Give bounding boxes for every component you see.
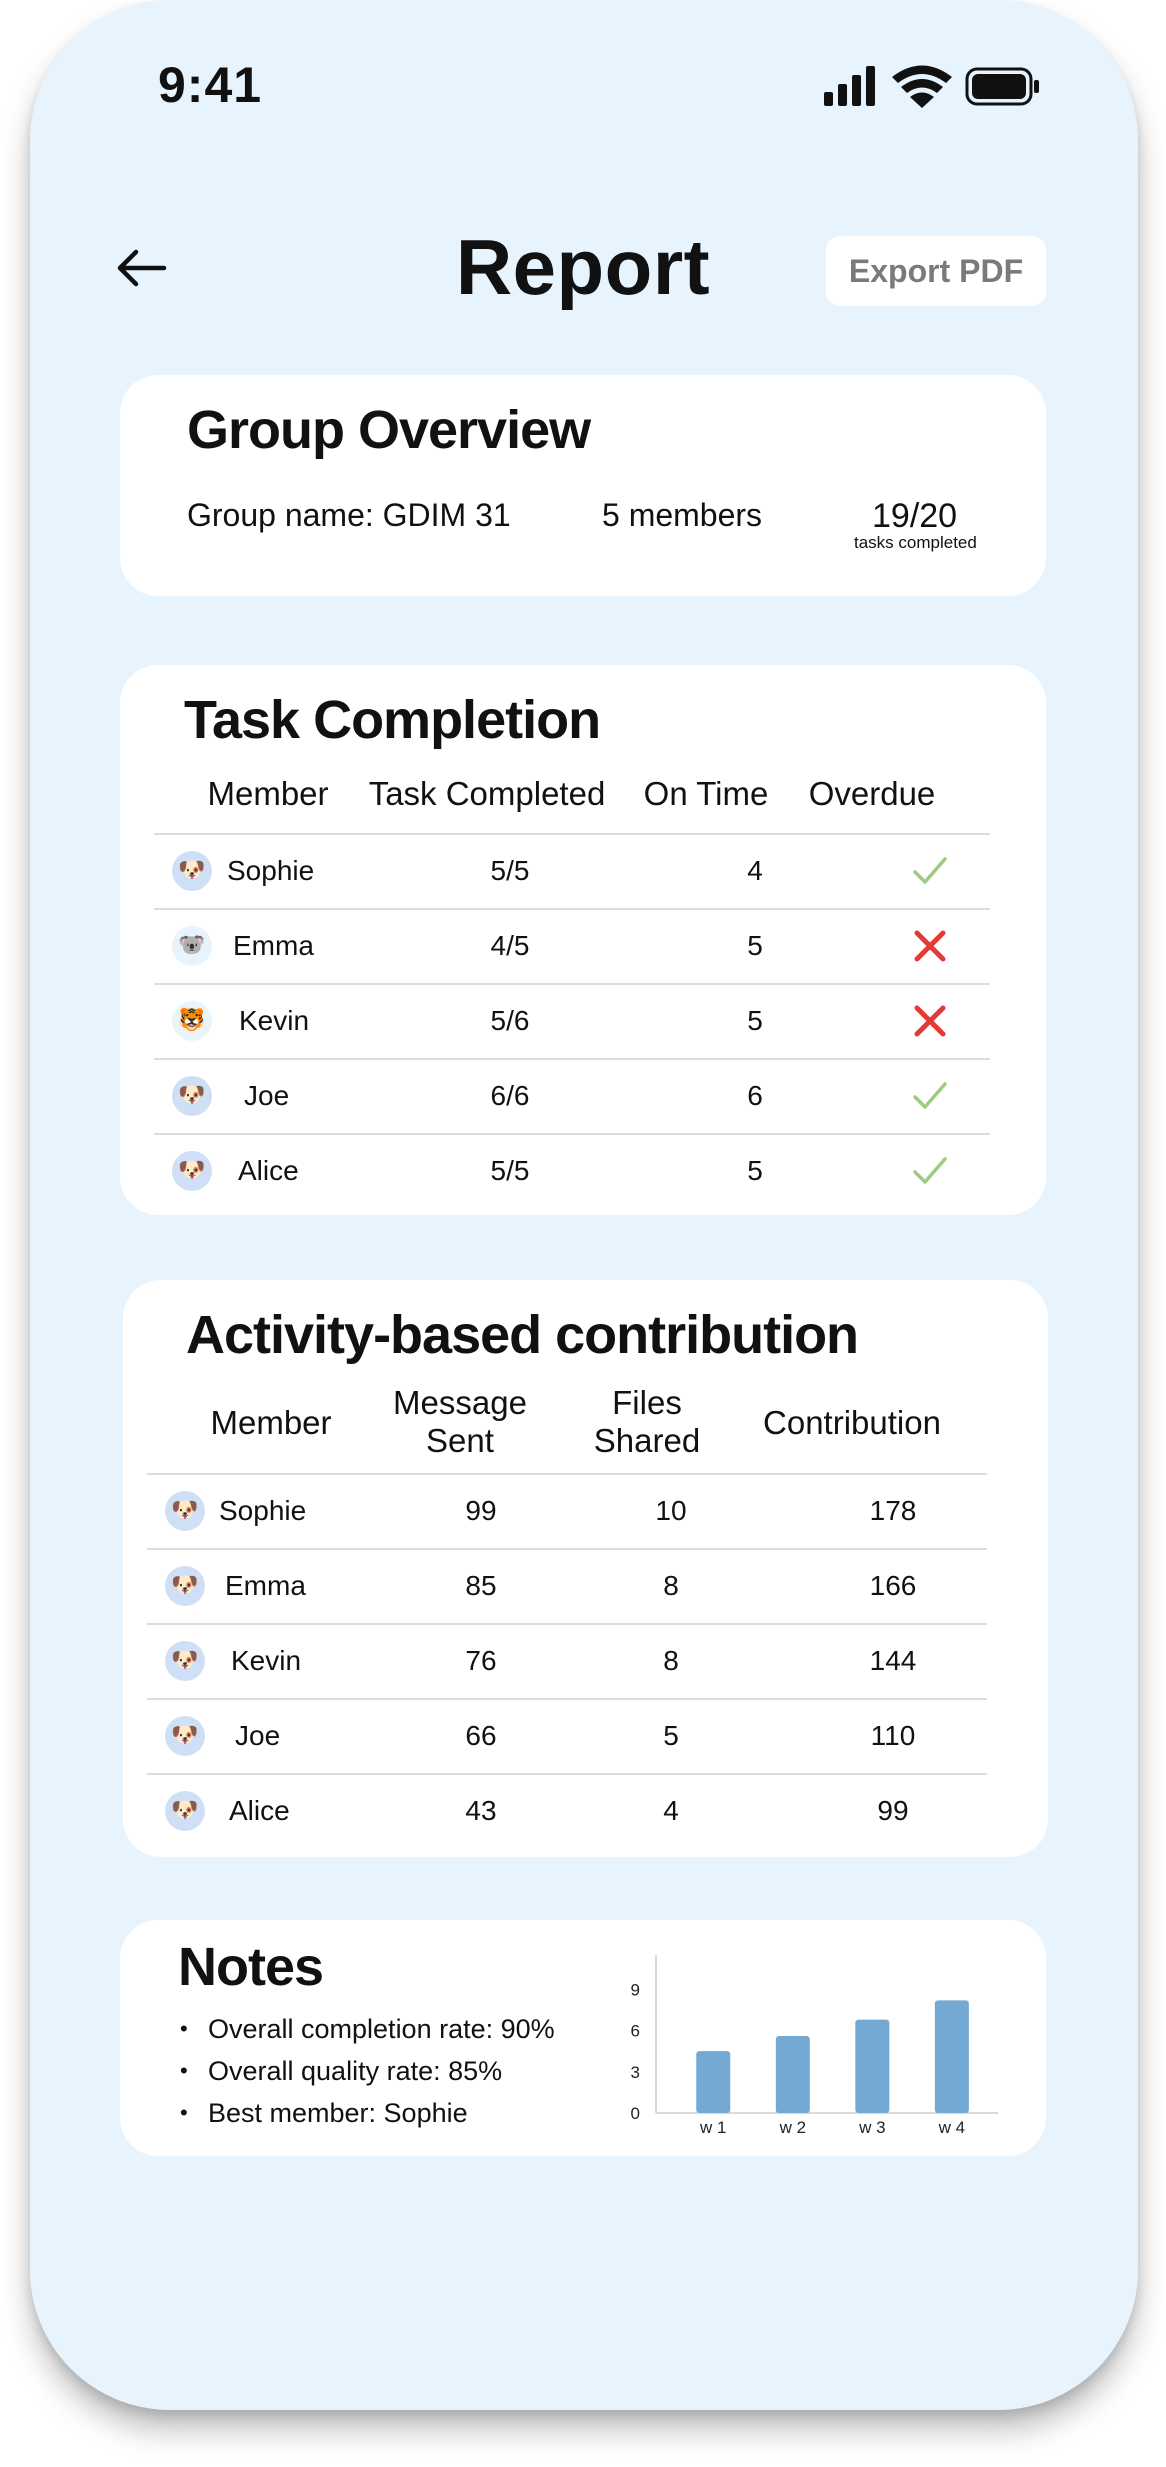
table-row bbox=[123, 1474, 1048, 1548]
x-tick-label: w 3 bbox=[859, 2118, 886, 2137]
member-name: Alice bbox=[238, 1155, 299, 1186]
activity-title: Activity-based contribution bbox=[186, 1305, 859, 1365]
member-name: Sophie bbox=[219, 1495, 307, 1526]
on-time-count: 6 bbox=[747, 1080, 763, 1111]
table-row bbox=[120, 1134, 1046, 1208]
avatar-koala-icon: 🐨 bbox=[172, 926, 212, 966]
note-item: • Overall quality rate: 85% bbox=[180, 2050, 555, 2092]
status-time: 9:41 bbox=[158, 57, 263, 113]
check-icon bbox=[912, 853, 948, 889]
table-row bbox=[123, 1624, 1048, 1698]
group-name: Group name: GDIM 31 bbox=[187, 497, 511, 533]
cellular-signal-icon bbox=[824, 66, 875, 106]
bar bbox=[696, 2051, 730, 2113]
member-name: Joe bbox=[235, 1720, 281, 1751]
member-name: Alice bbox=[229, 1795, 290, 1826]
status-icons bbox=[822, 62, 1042, 112]
page-title: Report bbox=[455, 223, 711, 311]
avatar-dog-icon: 🐶 bbox=[165, 1491, 205, 1531]
y-tick-label: 3 bbox=[630, 2062, 640, 2082]
table-row bbox=[123, 1549, 1048, 1623]
member-name: Kevin bbox=[231, 1645, 302, 1676]
column-header-files-shared: Files Shared bbox=[593, 1384, 701, 1459]
avatar-dog-icon: 🐶 bbox=[165, 1716, 205, 1756]
contribution-score: 99 bbox=[877, 1795, 909, 1826]
table-row bbox=[120, 834, 1046, 908]
table-row bbox=[123, 1699, 1048, 1773]
files-shared: 8 bbox=[663, 1645, 679, 1676]
avatar-dog-icon: 🐶 bbox=[165, 1566, 205, 1606]
contribution-score: 166 bbox=[869, 1570, 917, 1601]
on-time-count: 5 bbox=[747, 930, 763, 961]
tasks-completed: 4/5 bbox=[490, 930, 530, 961]
task-completion-card bbox=[120, 665, 1046, 1215]
bar bbox=[776, 2036, 810, 2113]
member-name: Joe bbox=[244, 1080, 290, 1111]
tasks-completed: 5/5 bbox=[490, 855, 530, 886]
column-header-on-time: On Time bbox=[643, 775, 769, 812]
contribution-score: 110 bbox=[870, 1720, 916, 1751]
battery-icon bbox=[967, 69, 1039, 104]
avatar-dog-icon: 🐶 bbox=[172, 1151, 212, 1191]
bar bbox=[935, 2000, 969, 2113]
column-header-overdue: Overdue bbox=[808, 775, 936, 812]
messages-sent: 66 bbox=[465, 1720, 497, 1751]
table-row bbox=[120, 984, 1046, 1058]
avatar-dog-icon: 🐶 bbox=[172, 851, 212, 891]
overview-title: Group Overview bbox=[187, 400, 591, 460]
y-tick-label: 0 bbox=[630, 2104, 640, 2123]
on-time-count: 5 bbox=[747, 1005, 763, 1036]
member-name: Sophie bbox=[227, 855, 315, 886]
export-pdf-button[interactable]: Export PDF bbox=[826, 236, 1046, 306]
tasks-completed: 6/6 bbox=[490, 1080, 530, 1111]
check-icon bbox=[912, 1078, 948, 1114]
note-item: • Overall completion rate: 90% bbox=[180, 2008, 555, 2050]
y-tick-label: 6 bbox=[630, 2021, 640, 2041]
column-header-task-completed: Task Completed bbox=[368, 775, 606, 812]
column-header-contribution: Contribution bbox=[763, 1404, 941, 1441]
cross-icon bbox=[912, 928, 948, 964]
member-name: Emma bbox=[225, 1570, 306, 1601]
bar bbox=[855, 2020, 889, 2113]
activity-contribution-card bbox=[123, 1280, 1048, 1857]
column-header-member: Member bbox=[207, 775, 329, 812]
on-time-count: 5 bbox=[747, 1155, 763, 1186]
avatar-dog-icon: 🐶 bbox=[172, 1076, 212, 1116]
cross-icon bbox=[912, 1003, 948, 1039]
column-header-message-sent: Message Sent bbox=[393, 1384, 527, 1459]
y-tick-label: 9 bbox=[630, 1980, 640, 2000]
x-tick-label: w 1 bbox=[700, 2118, 727, 2137]
files-shared: 8 bbox=[663, 1570, 679, 1601]
tasks-caption: tasks completed bbox=[854, 533, 977, 552]
tasks-completed: 5/5 bbox=[490, 1155, 530, 1186]
avatar-tiger-icon: 🐯 bbox=[172, 1001, 212, 1041]
messages-sent: 99 bbox=[465, 1495, 497, 1526]
tasks-count: 19/20 bbox=[872, 497, 958, 535]
task-completion-title: Task Completion bbox=[184, 690, 601, 750]
notes-title: Notes bbox=[178, 1937, 324, 1997]
check-icon bbox=[912, 1153, 948, 1189]
weekly-bar-chart bbox=[620, 1950, 1010, 2140]
member-count: 5 members bbox=[602, 497, 763, 533]
table-row bbox=[120, 909, 1046, 983]
notes-list bbox=[180, 2008, 555, 2134]
tasks-completed: 5/6 bbox=[490, 1005, 530, 1036]
contribution-score: 178 bbox=[869, 1495, 917, 1526]
on-time-count: 4 bbox=[747, 855, 763, 886]
member-name: Kevin bbox=[239, 1005, 310, 1036]
x-tick-label: w 4 bbox=[938, 2118, 966, 2137]
files-shared: 5 bbox=[663, 1720, 679, 1751]
note-item: • Best member: Sophie bbox=[180, 2092, 555, 2134]
contribution-score: 144 bbox=[869, 1645, 917, 1676]
files-shared: 4 bbox=[663, 1795, 679, 1826]
table-row bbox=[120, 1059, 1046, 1133]
messages-sent: 76 bbox=[465, 1645, 497, 1676]
messages-sent: 43 bbox=[465, 1795, 497, 1826]
avatar-dog-icon: 🐶 bbox=[165, 1641, 205, 1681]
avatar-dog-icon: 🐶 bbox=[165, 1791, 205, 1831]
column-header-member: Member bbox=[210, 1404, 332, 1441]
messages-sent: 85 bbox=[465, 1570, 497, 1601]
x-tick-label: w 2 bbox=[779, 2118, 807, 2137]
files-shared: 10 bbox=[655, 1495, 687, 1526]
wifi-icon bbox=[892, 66, 952, 109]
group-overview-card bbox=[120, 375, 1046, 596]
table-row bbox=[123, 1774, 1048, 1848]
member-name: Emma bbox=[233, 930, 314, 961]
